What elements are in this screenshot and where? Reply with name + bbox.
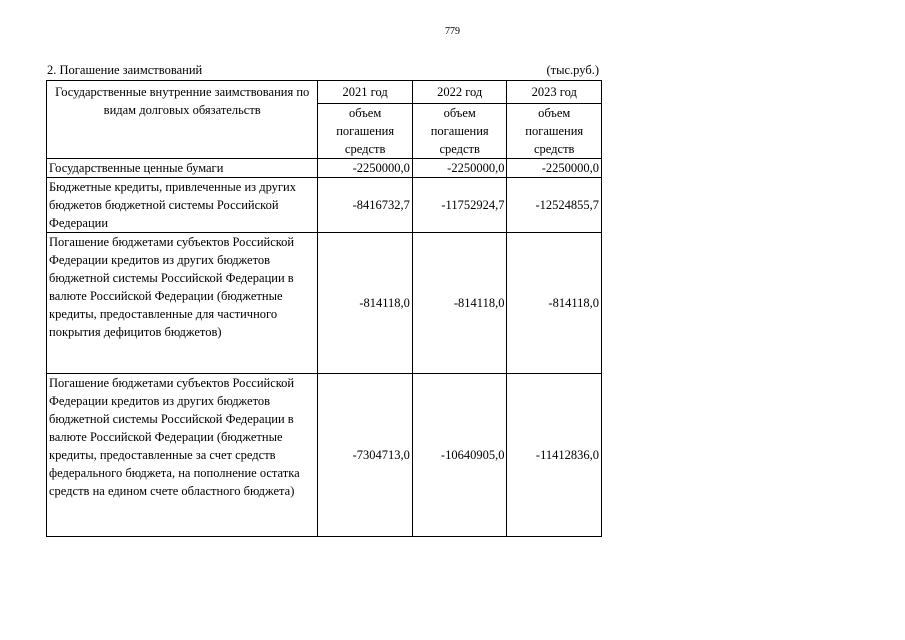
- header-year-2021: 2021 год: [318, 81, 413, 104]
- row-name: Государственные ценные бумаги: [47, 159, 318, 178]
- header-year-2022: 2022 год: [412, 81, 507, 104]
- subheader-2022: объем погашения средств: [412, 104, 507, 159]
- subheader-2021: объем погашения средств: [318, 104, 413, 159]
- row-name: Бюджетные кредиты, привлеченные из других бюджетов бюджетной системы Российской Федерации: [47, 178, 318, 233]
- header-borrowing-type: Государственные внутренние заимствования по видам долговых обязательств: [47, 81, 318, 159]
- table-row: [47, 178, 602, 233]
- value-2022: -2250000,0: [412, 159, 507, 178]
- borrowings-repayment-table: [46, 80, 602, 537]
- table-row: [47, 374, 602, 537]
- header-row-years: [47, 81, 602, 104]
- row-name: Погашение бюджетами субъектов Российской Федерации кредитов из других бюджетов бюджетной системы Российской Федерации в валюте Российской Федерации (бюджетные кредиты, предоставленные для частичного покрытия дефицитов бюджетов): [47, 233, 318, 374]
- value-2023: -11412836,0: [507, 374, 602, 537]
- value-2023: -12524855,7: [507, 178, 602, 233]
- unit-label: (тыс.руб.): [546, 63, 599, 77]
- section-header: [47, 63, 601, 79]
- table-row: [47, 233, 602, 374]
- value-2022: -11752924,7: [412, 178, 507, 233]
- value-2022: -814118,0: [412, 233, 507, 374]
- table-row: [47, 159, 602, 178]
- value-2021: -7304713,0: [318, 374, 413, 537]
- section-title: 2. Погашение заимствований: [47, 63, 203, 77]
- header-year-2023: 2023 год: [507, 81, 602, 104]
- value-2022: -10640905,0: [412, 374, 507, 537]
- value-2023: -2250000,0: [507, 159, 602, 178]
- row-name: Погашение бюджетами субъектов Российской Федерации кредитов из других бюджетов бюджетной системы Российской Федерации в валюте Российской Федерации (бюджетные кредиты, предоставленные за счет средств федерального бюджета, на пополнение остатка средств на едином счете областного бюджета): [47, 374, 318, 537]
- value-2021: -814118,0: [318, 233, 413, 374]
- value-2021: -2250000,0: [318, 159, 413, 178]
- value-2023: -814118,0: [507, 233, 602, 374]
- page-number: 779: [445, 26, 460, 37]
- subheader-2023: объем погашения средств: [507, 104, 602, 159]
- value-2021: -8416732,7: [318, 178, 413, 233]
